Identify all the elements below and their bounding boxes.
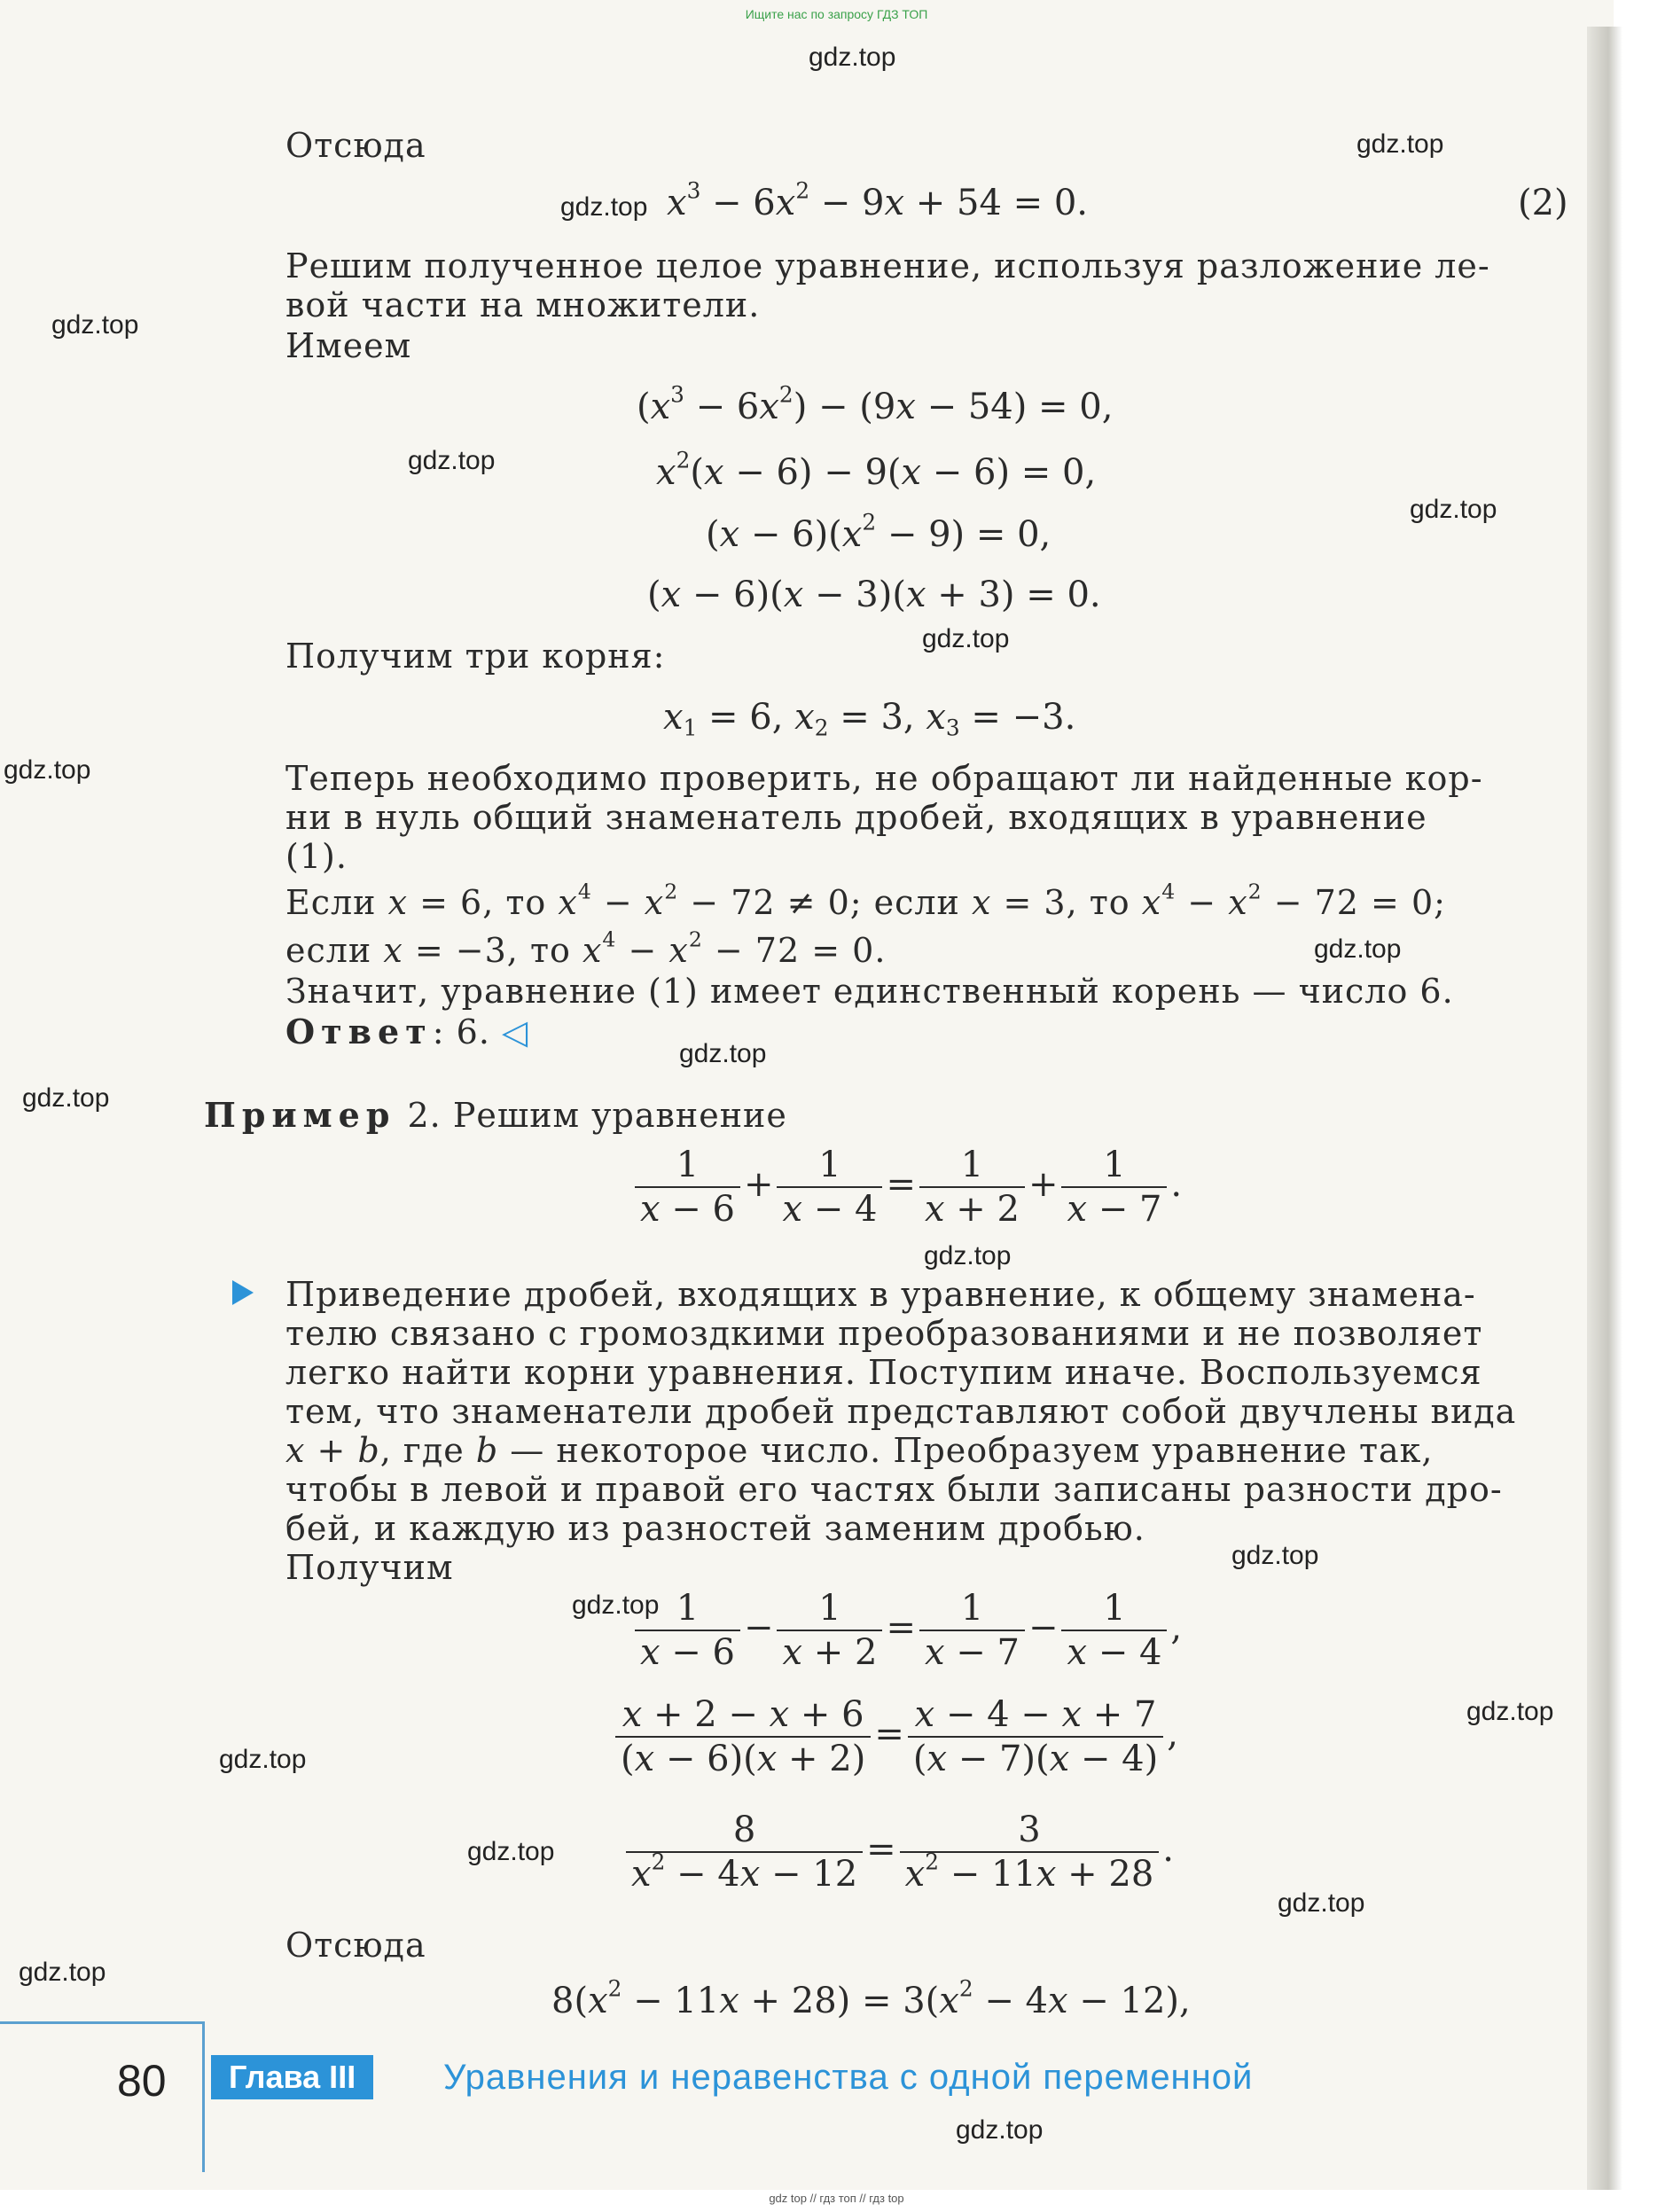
footer-rule — [0, 2021, 202, 2024]
roots-line: $x_1 = 6$, $x_2 = 3$, $x_3 = -3$. — [663, 697, 1076, 741]
bottom-note: gdz top // гдз топ // гдз top — [769, 2192, 904, 2205]
text-line: телю связано с громоздкими преобразованиями и не позволяет — [285, 1314, 1483, 1353]
where-word: , где — [379, 1431, 465, 1470]
text-line-rest: — некоторое число. Преобразуем уравнение так, — [510, 1431, 1434, 1470]
example-heading — [204, 1096, 787, 1135]
watermark: gdz.top — [4, 755, 91, 785]
watermark: gdz.top — [1410, 495, 1497, 524]
text-line: Получим три корня: — [285, 637, 666, 676]
end-of-solution-icon: ◁ — [502, 1012, 529, 1051]
simplified-equation: $\frac{8}{x^2 - 4x - 12}$ = $\frac{3}{x^2 - 11x + 28}$ . — [622, 1809, 1174, 1895]
example-label: Пример — [204, 1095, 396, 1135]
factor-step-3: $(x - 6)(x^2 - 9) = 0$, — [706, 509, 1051, 555]
check-line-2: если x = −3, то $x^4 - x^2 - 72 = 0$. — [285, 926, 887, 970]
watermark: gdz.top — [408, 446, 496, 475]
watermark: gdz.top — [1356, 129, 1444, 159]
text-line: Значит, уравнение (1) имеет единственный корень — число 6. — [285, 972, 1454, 1011]
hence-label: Отсюда — [285, 126, 426, 165]
footer-rule — [202, 2021, 205, 2172]
text-line: Отсюда — [285, 1926, 426, 1965]
watermark: gdz.top — [22, 1083, 110, 1113]
if-lower-word: если — [873, 883, 960, 922]
text-line: чтобы в левой и правой его частях были записаны разности дро- — [285, 1470, 1503, 1509]
watermark: gdz.top — [922, 624, 1010, 653]
answer-label: Ответ — [285, 1012, 433, 1051]
equation-2: $x^3 - 6x^2 - 9x + 54 = 0$. — [667, 177, 1089, 223]
equation-label: (2) — [1518, 183, 1568, 223]
example-equation: $\frac{1}{x - 6}$ + $\frac{1}{x - 4}$ = $\frac{1}{x + 2}$ + $\frac{1}{x - 7}$ . — [631, 1144, 1182, 1231]
difference-equation: $\frac{1}{x - 6}$ − $\frac{1}{x + 2}$ = $\frac{1}{x - 7}$ − $\frac{1}{x - 4}$ , — [631, 1587, 1182, 1674]
watermark: gdz.top — [924, 1241, 1012, 1270]
answer-line — [285, 1012, 528, 1051]
factor-step-1: $(x^3 - 6x^2) - (9x - 54) = 0$, — [637, 381, 1114, 427]
watermark: gdz.top — [19, 1958, 106, 1987]
factor-step-2: $x^2(x - 6) - 9(x - 6) = 0$, — [656, 447, 1097, 493]
watermark: gdz.top — [679, 1039, 767, 1068]
top-note: Ищите нас по запросу ГДЗ ТОП — [745, 7, 928, 21]
chapter-badge: Глава III — [211, 2055, 373, 2099]
then-word: то — [1089, 883, 1130, 922]
watermark: gdz.top — [467, 1837, 555, 1866]
if-lower-word: если — [285, 931, 372, 970]
watermark: gdz.top — [1314, 934, 1402, 964]
if-word: Если — [285, 883, 377, 922]
watermark: gdz.top — [1231, 1541, 1319, 1570]
watermark: gdz.top — [560, 192, 648, 222]
text-line: ни в нуль общий знаменатель дробей, входящих в уравнение — [285, 798, 1427, 837]
text-line: (1). — [285, 837, 348, 876]
factor-step-4: (x − 6)(x − 3)(x + 3) = 0. — [647, 574, 1101, 615]
solution-start-icon — [232, 1280, 254, 1305]
watermark: gdz.top — [572, 1591, 660, 1620]
text-line: Получим — [285, 1548, 454, 1587]
watermark: gdz.top — [1466, 1697, 1554, 1726]
then-word: то — [529, 931, 571, 970]
watermark: gdz.top — [1278, 1888, 1365, 1918]
text-line: бей, и каждую из разностей заменим дробью. — [285, 1509, 1145, 1548]
cross-multiplied-equation: $8(x^2 - 11x + 28) = 3(x^2 - 4x - 12)$, — [551, 1975, 1191, 2021]
then-word: то — [505, 883, 547, 922]
watermark: gdz.top — [51, 310, 139, 340]
eq2-rhs: = 0. — [1012, 183, 1089, 223]
watermark: gdz.top — [956, 2115, 1044, 2145]
combined-equation: $\frac{x + 2 - x + 6}{(x - 6)(x + 2)}$ = $\frac{x - 4 - x + 7}{(x - 7)(x - 4)}$ , — [612, 1693, 1178, 1780]
text-line: тем, что знаменатели дробей представляют собой двучлены вида — [285, 1392, 1517, 1431]
text-line: легко найти корни уравнения. Поступим иначе. Воспользуемся — [285, 1353, 1482, 1392]
text-line: x + b, где b — некоторое число. Преобразуем уравнение так, — [285, 1431, 1434, 1470]
watermark: gdz.top — [809, 43, 896, 72]
page-number: 80 — [117, 2056, 167, 2106]
text-line: Приведение дробей, входящих в уравнение, к общему знамена- — [285, 1275, 1476, 1314]
page-spine-shadow — [1587, 27, 1622, 2190]
text-line: Имеем — [285, 326, 412, 365]
answer-value: : 6. — [432, 1012, 490, 1051]
example-title: 2. Решим уравнение — [407, 1096, 787, 1135]
watermark: gdz.top — [219, 1745, 307, 1774]
text-line: Решим полученное целое уравнение, используя разложение ле- — [285, 246, 1490, 285]
text-line: вой части на множители. — [285, 285, 761, 324]
chapter-title: Уравнения и неравенства с одной переменной — [443, 2058, 1254, 2097]
text-line: Теперь необходимо проверить, не обращают ли найденные кор- — [285, 759, 1483, 798]
check-line-1: Если x = 6, то $x^4 - x^2 - 72 \ne 0$; если x = 3, то $x^4 - x^2 - 72 = 0$; — [285, 879, 1446, 922]
